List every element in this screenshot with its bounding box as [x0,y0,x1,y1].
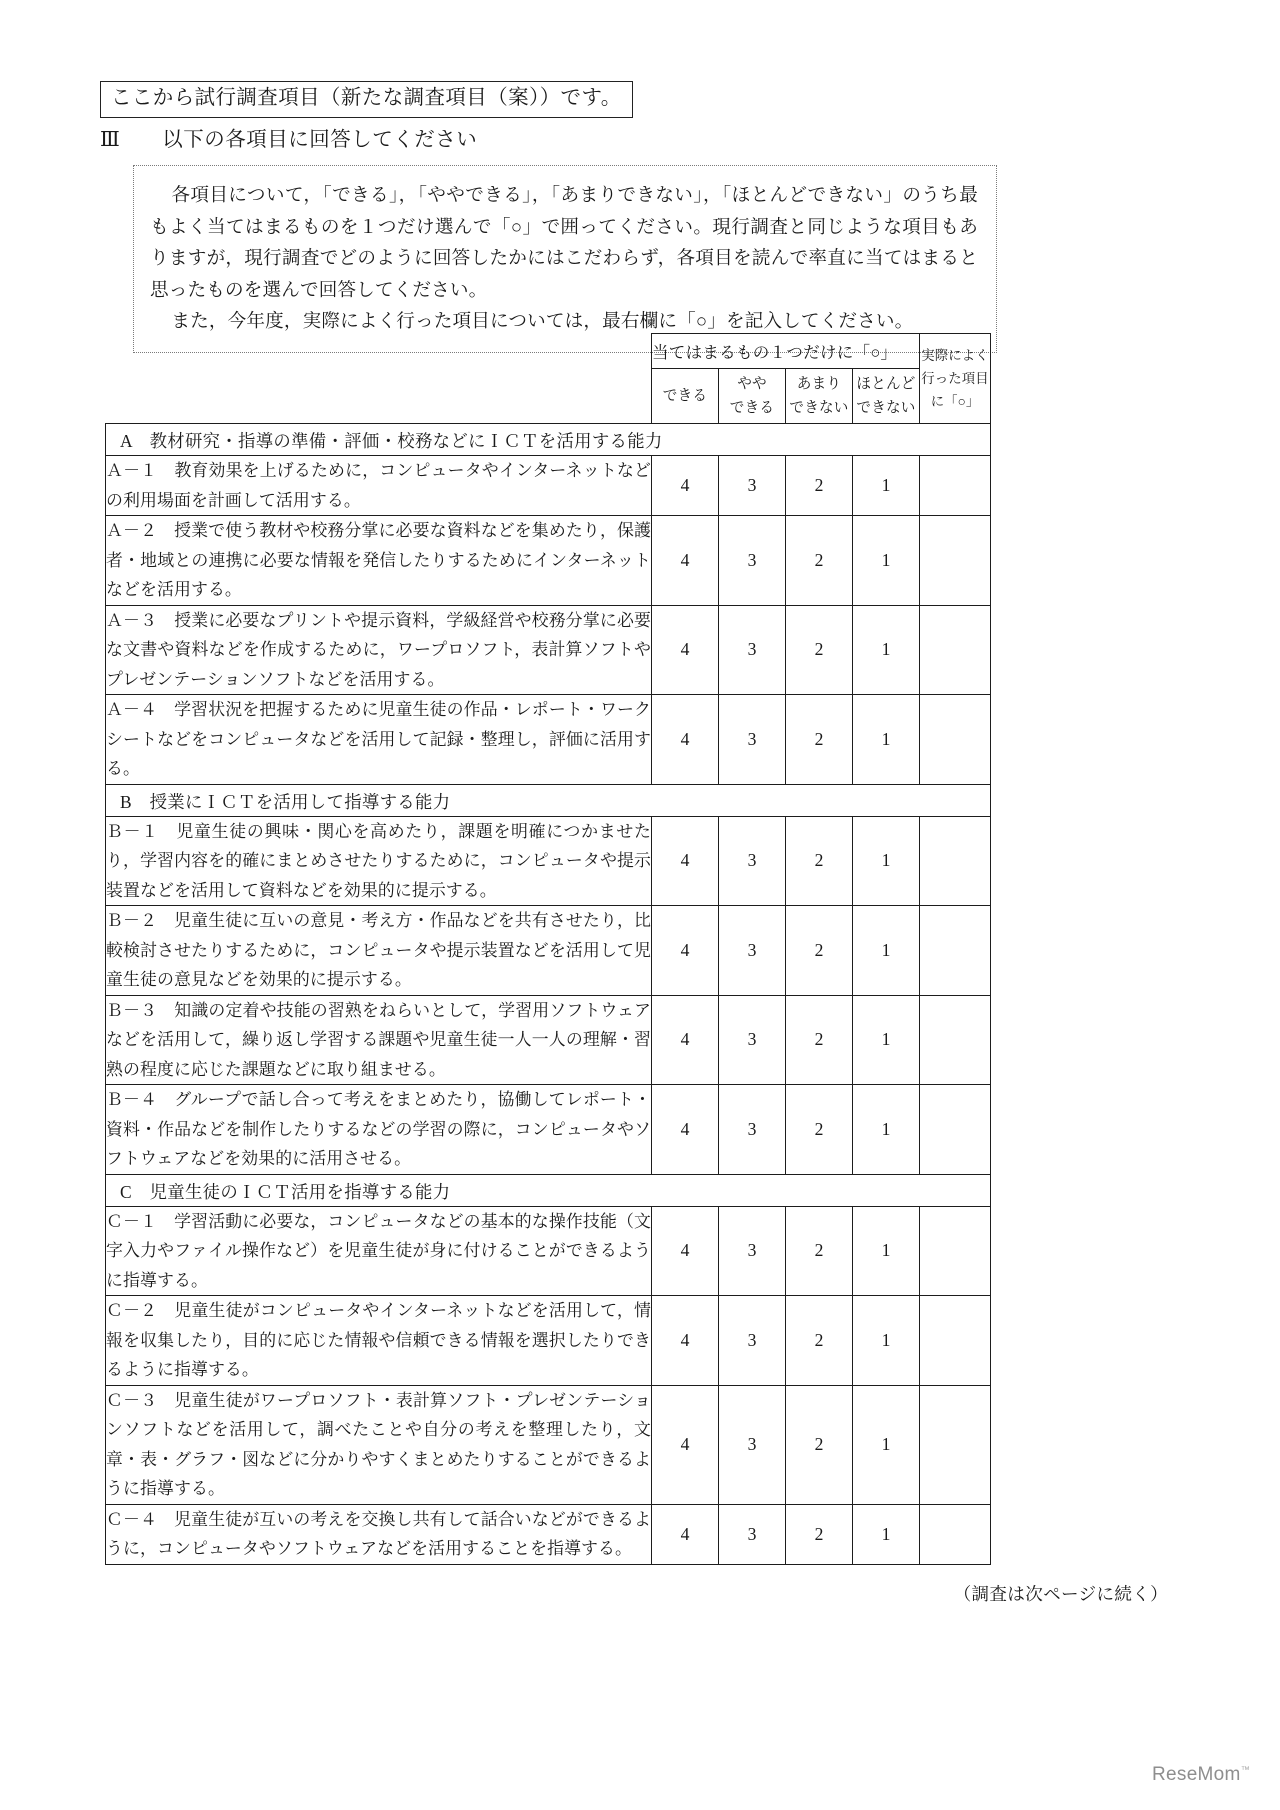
actual-header-line3: に「○」 [930,394,980,409]
score-option-1[interactable]: 1 [853,995,920,1085]
scale-header-hardly-l1: ほとんど [856,376,916,392]
score-option-2[interactable]: 2 [786,605,853,695]
actual-practice-cell[interactable] [920,456,991,516]
score-option-2[interactable]: 2 [786,1206,853,1296]
actual-practice-cell[interactable] [920,906,991,996]
score-option-3[interactable]: 3 [719,605,786,695]
scale-header-can-l1: できる [662,388,708,404]
scale-header-somewhat-l2: できる [729,400,775,416]
table-row [106,605,991,695]
score-option-4[interactable]: 4 [652,1085,719,1175]
table-header-row-group [106,334,991,369]
item-text: Ａ－４ 学習状況を把握するために児童生徒の作品・レポート・ワークシートなどをコンピュータなどを活用して記録・整理し，評価に活用する。 [106,695,652,785]
score-option-3[interactable]: 3 [719,1085,786,1175]
scale-header-somewhat [719,369,786,424]
score-option-1[interactable]: 1 [853,1385,920,1504]
score-option-3[interactable]: 3 [719,906,786,996]
actual-practice-cell[interactable] [920,1206,991,1296]
actual-practice-cell[interactable] [920,695,991,785]
table-row [106,1385,991,1504]
table-row [106,695,991,785]
score-option-1[interactable]: 1 [853,516,920,606]
item-text: Ｂ－４ グループで話し合って考えをまとめたり，協働してレポート・資料・作品などを制作したりするなどの学習の際に，コンピュータやソフトウェアなどを効果的に活用させる。 [106,1085,652,1175]
item-text: Ｂ－２ 児童生徒に互いの意見・考え方・作品などを共有させたり，比較検討させたりするために，コンピュータや提示装置などを活用して児童生徒の意見などを効果的に提示する。 [106,906,652,996]
score-option-2[interactable]: 2 [786,1504,853,1564]
score-option-2[interactable]: 2 [786,816,853,906]
section-number: Ⅲ [100,129,121,151]
page-title [100,122,477,152]
section-heading: A 教材研究・指導の準備・評価・校務などにＩＣＴを活用する能力 [106,424,991,456]
score-option-2[interactable]: 2 [786,456,853,516]
score-option-1[interactable]: 1 [853,456,920,516]
score-option-4[interactable]: 4 [652,1296,719,1386]
actual-practice-cell[interactable] [920,516,991,606]
item-text: Ａ－３ 授業に必要なプリントや提示資料，学級経営や校務分掌に必要な文書や資料などを作成するために，ワープロソフト，表計算ソフトやプレゼンテーションソフトなどを活用する。 [106,605,652,695]
table-header-row-scale [106,369,991,424]
table-row [106,906,991,996]
score-option-4[interactable]: 4 [652,695,719,785]
score-option-4[interactable]: 4 [652,995,719,1085]
score-option-3[interactable]: 3 [719,456,786,516]
instruction-paragraph-2: また，今年度，実際によく行った項目については，最右欄に「○」を記入してください。 [171,311,914,332]
score-option-4[interactable]: 4 [652,816,719,906]
actual-practice-cell[interactable] [920,1504,991,1564]
header-spacer-2 [106,369,652,424]
item-text: Ｃ－３ 児童生徒がワープロソフト・表計算ソフト・プレゼンテーションソフトなどを活用して，調べたことや自分の考えを整理したり，文章・表・グラフ・図などに分かりやすくまとめたりすることができるように指導する。 [106,1385,652,1504]
score-option-2[interactable]: 2 [786,516,853,606]
table-row [106,1206,991,1296]
score-option-3[interactable]: 3 [719,1206,786,1296]
table-row [106,456,991,516]
actual-practice-cell[interactable] [920,1385,991,1504]
score-option-4[interactable]: 4 [652,906,719,996]
score-option-4[interactable]: 4 [652,1206,719,1296]
table-row [106,1085,991,1175]
scale-header-hardly-l2: できない [856,400,916,416]
item-text: Ｂ－３ 知識の定着や技能の習熟をねらいとして，学習用ソフトウェアなどを活用して，繰り返し学習する課題や児童生徒一人一人の理解・習熟の程度に応じた課題などに取り組ませる。 [106,995,652,1085]
scale-header-not-much-l2: できない [789,400,849,416]
scale-header-not-much-l1: あまり [796,376,842,392]
score-option-3[interactable]: 3 [719,816,786,906]
score-option-1[interactable]: 1 [853,1206,920,1296]
score-option-4[interactable]: 4 [652,1504,719,1564]
actual-practice-cell[interactable] [920,816,991,906]
table-row [106,1296,991,1386]
score-option-3[interactable]: 3 [719,1296,786,1386]
competency-survey-table [105,333,991,1565]
scale-header-hardly [853,369,920,424]
actual-practice-cell[interactable] [920,1085,991,1175]
score-option-3[interactable]: 3 [719,516,786,606]
table-row [106,516,991,606]
score-option-3[interactable]: 3 [719,695,786,785]
item-text: Ａ－２ 授業で使う教材や校務分掌に必要な資料などを集めたり，保護者・地域との連携に必要な情報を発信したりするためにインターネットなどを活用する。 [106,516,652,606]
section-title: 以下の各項目に回答してください [162,129,478,151]
section-header-row [106,424,991,456]
score-option-4[interactable]: 4 [652,456,719,516]
resemom-watermark: ReseMom™ [1152,1764,1250,1785]
actual-practice-cell[interactable] [920,995,991,1085]
score-option-1[interactable]: 1 [853,695,920,785]
actual-practice-cell[interactable] [920,1296,991,1386]
score-option-1[interactable]: 1 [853,1085,920,1175]
item-text: Ａ－１ 教育効果を上げるために，コンピュータやインターネットなどの利用場面を計画して活用する。 [106,456,652,516]
section-header-row [106,784,991,816]
score-option-1[interactable]: 1 [853,1296,920,1386]
score-option-1[interactable]: 1 [853,906,920,996]
actual-column-header [920,334,991,424]
score-option-1[interactable]: 1 [853,816,920,906]
score-option-3[interactable]: 3 [719,995,786,1085]
scale-group-header: 当てはまるもの１つだけに「○」 [652,334,920,369]
score-option-2[interactable]: 2 [786,995,853,1085]
score-option-1[interactable]: 1 [853,605,920,695]
score-option-2[interactable]: 2 [786,1085,853,1175]
header-spacer [106,334,652,369]
scale-header-not-much [786,369,853,424]
table-row [106,995,991,1085]
actual-header-line1: 実際によく [921,348,989,363]
table-row [106,816,991,906]
section-header-row [106,1174,991,1206]
actual-header-line2: 行った項目 [921,371,989,386]
score-option-2[interactable]: 2 [786,1385,853,1504]
score-option-2[interactable]: 2 [786,906,853,996]
item-text: Ｃ－４ 児童生徒が互いの考えを交換し共有して話合いなどができるように，コンピュータやソフトウェアなどを活用することを指導する。 [106,1504,652,1564]
score-option-3[interactable]: 3 [719,1385,786,1504]
trial-survey-banner: ここから試行調査項目（新たな調査項目（案））です。 [100,81,633,118]
scale-header-somewhat-l1: やや [737,376,767,392]
score-option-4[interactable]: 4 [652,1385,719,1504]
score-option-2[interactable]: 2 [786,695,853,785]
table-row [106,1504,991,1564]
item-text: Ｃ－１ 学習活動に必要な，コンピュータなどの基本的な操作技能（文字入力やファイル操作など）を児童生徒が身に付けることができるように指導する。 [106,1206,652,1296]
item-text: Ｃ－２ 児童生徒がコンピュータやインターネットなどを活用して，情報を収集したり，目的に応じた情報や信頼できる情報を選択したりできるように指導する。 [106,1296,652,1386]
scale-header-can [652,369,719,424]
instruction-paragraph-1: 各項目について，「できる」，「ややできる」，「あまりできない」，「ほとんどできない」のうち最もよく当てはまるものを１つだけ選んで「○」で囲ってください。現行調査と同じような項目もありますが，現行調査でどのように回答したかにはこだわらず，各項目を読んで率直に当てはまると思ったものを選んで回答してください。 [150,185,978,301]
section-heading: B 授業にＩＣＴを活用して指導する能力 [106,784,991,816]
actual-practice-cell[interactable] [920,605,991,695]
item-text: Ｂ－１ 児童生徒の興味・関心を高めたり，課題を明確につかませたり，学習内容を的確にまとめさせたりするために，コンピュータや提示装置などを活用して資料などを効果的に提示する。 [106,816,652,906]
section-heading: C 児童生徒のＩＣＴ活用を指導する能力 [106,1174,991,1206]
score-option-4[interactable]: 4 [652,605,719,695]
score-option-2[interactable]: 2 [786,1296,853,1386]
footer-note: （調査は次ページに続く） [953,1584,1168,1604]
score-option-1[interactable]: 1 [853,1504,920,1564]
score-option-4[interactable]: 4 [652,516,719,606]
instruction-box [133,165,997,353]
score-option-3[interactable]: 3 [719,1504,786,1564]
